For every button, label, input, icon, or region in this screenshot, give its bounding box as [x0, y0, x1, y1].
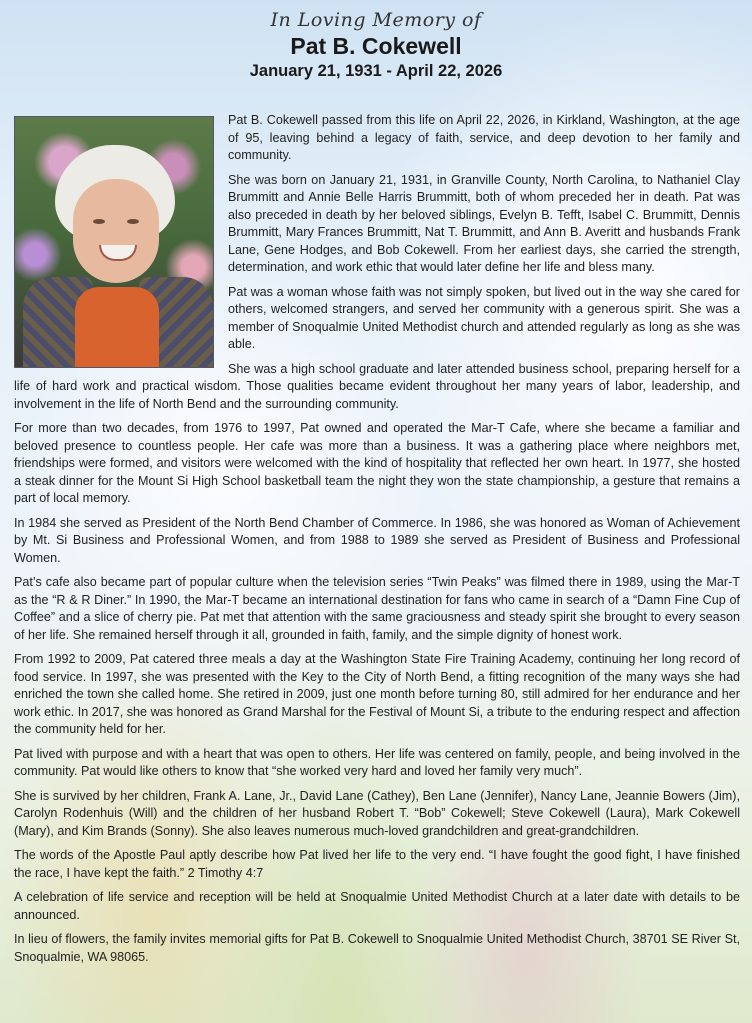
- paragraph-memorial-gifts: In lieu of flowers, the family invites memorial gifts for Pat B. Cokewell to Snoqualmie United Methodist Church, 38701 SE River St, Snoqualmie, WA 98065.: [14, 932, 740, 964]
- paragraph-honors: In 1984 she served as President of the North Bend Chamber of Commerce. In 1986, she was honored as Woman of Achievement by Mt. Si Business and Professional Women, and from 1988 to 1989 she served as President of Business and Professional Women.: [14, 515, 740, 565]
- paragraph-scripture: The words of the Apostle Paul aptly describe how Pat lived her life to the very end. “I have fought the good fight, I have finished the race, I have kept the faith.” 2 Timothy 4:7: [14, 848, 740, 880]
- paragraph-cafe: For more than two decades, from 1976 to 1997, Pat owned and operated the Mar-T Cafe, where she became a familiar and beloved presence to countless people. Her cafe was more than a business. It was a gathering place where neighbors met, friendships were formed, and visitors were welcomed with the kind of hospitality that reflected her own heart. In 1977, she hosted a steak dinner for the Mount Si High School basketball team the night they won the state championship, a gesture that remains a part of local memory.: [14, 421, 740, 505]
- paragraph-passing: Pat B. Cokewell passed from this life on April 22, 2026, in Kirkland, Washington, at the age of 95, leaving behind a legacy of faith, service, and deep devotion to her family and community.: [228, 113, 740, 162]
- deceased-name: Pat B. Cokewell: [290, 33, 462, 59]
- obituary-body: [14, 112, 740, 973]
- memorial-heading: In Loving Memory of: [270, 9, 482, 31]
- paragraph-service: A celebration of life service and reception will be held at Snoqualmie United Methodist Church at a later date with details to be announced.: [14, 890, 740, 922]
- shirt: [75, 287, 159, 368]
- left-eye: [93, 219, 105, 224]
- paragraph-twin-peaks: Pat’s cafe also became part of popular culture when the television series “Twin Peaks” was filmed there in 1989, using the Mar-T as the “R & R Diner.” In 1990, the Mar-T became an international destination for fans who came in search of a “Damn Fine Cup of Coffee” and a slice of cherry pie. Pat met that attention with the same graciousness and steady spirit she brought to every season of her life. She remained herself through it all, grounded in faith, family, and the simple dignity of honest work.: [14, 575, 740, 642]
- paragraph-birth-family: She was born on January 21, 1931, in Granville County, North Carolina, to Nathaniel Clay Brummitt and Annie Belle Harris Brummitt, both of whom preceded her in death. Pat was also preceded in death by her beloved siblings, Evelyn B. Tefft, Isabel C. Brummitt, Dennis Brummitt, Mary Frances Brummitt, Nat T. Brummitt, and Ann B. Averitt and husbands Frank Lane, Gene Hodges, and Bob Cokewell. From her earliest days, she carried the strength, determination, and work ethic that would later define her life and bless many.: [228, 172, 740, 274]
- paragraph-survivors: She is survived by her children, Frank A. Lane, Jr., David Lane (Cathey), Ben Lane (Jennifer), Nancy Lane, Jeannie Bowers (Jim), Carolyn Rodenhuis (Will) and the children of her husband Robert T. “Bob” Cokewell; Steve Cokewell (Laura), Mark Cokewell (Mary), and Kim Brands (Sonny). She also leaves numerous much-loved grandchildren and great-grandchildren.: [14, 788, 740, 838]
- obituary-header: [0, 0, 752, 82]
- paragraph-catering: From 1992 to 2009, Pat catered three meals a day at the Washington State Fire Training Academy, continuing her long record of food service. In 1997, she was presented with the Key to the City of North Bend, a fitting recognition of the many ways she had enriched the town she called home. She retired in 2009, just one month before turning 80, still admired for her endurance and her work ethic. In 2017, she was honored as Grand Marshal for the Festival of Mount Si, a tribute to the enduring respect and affection the community held for her.: [14, 652, 740, 736]
- right-eye: [127, 219, 139, 224]
- portrait-photo: [14, 116, 214, 368]
- paragraph-education: She was a high school graduate and later attended business school, preparing herself for a life of hard work and practical wisdom. Those qualities became evident throughout her many years of labor, leadership, and involvement in the life of North Bend and the surrounding community.: [14, 361, 740, 411]
- face: [73, 179, 159, 283]
- paragraph-purpose: Pat lived with purpose and with a heart that was open to others. Her life was centered on family, people, and being involved in the community. Pat would like others to know that “she worked very hard and loved her family very much”.: [14, 746, 740, 778]
- paragraph-faith: Pat was a woman whose faith was not simply spoken, but lived out in the way she cared for others, welcomed strangers, and served her community with a generous spirit. She was a member of Snoqualmie United Methodist church and attended regularly as long as she was able.: [228, 284, 740, 351]
- life-dates: January 21, 1931 - April 22, 2026: [249, 62, 503, 80]
